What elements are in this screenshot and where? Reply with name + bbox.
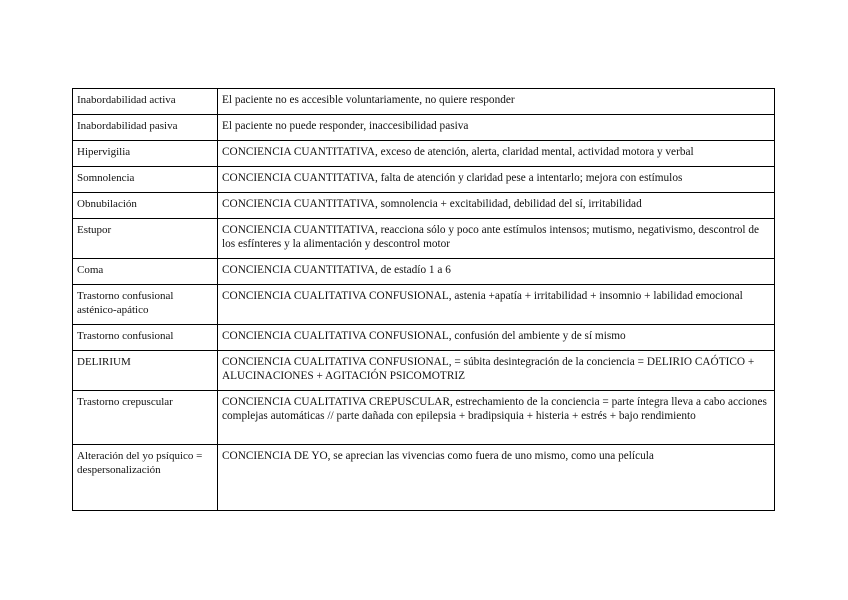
term-cell: Inabordabilidad pasiva — [73, 115, 218, 141]
description-cell: CONCIENCIA CUALITATIVA CREPUSCULAR, estrechamiento de la conciencia = parte íntegra lleva a cabo acciones complejas automáticas // parte dañada con epilepsia + bradipsiquia + histeria + estrés + bajo rendimiento — [218, 391, 775, 445]
description-cell: CONCIENCIA CUALITATIVA CONFUSIONAL, astenia +apatía + irritabilidad + insomnio + labilidad emocional — [218, 285, 775, 325]
description-cell: CONCIENCIA CUALITATIVA CONFUSIONAL, = súbita desintegración de la conciencia = DELIRIO CAÓTICO + ALUCINACIONES + AGITACIÓN PSICOMOTRIZ — [218, 351, 775, 391]
term-cell: Trastorno crepuscular — [73, 391, 218, 445]
table-row — [73, 115, 775, 141]
table-row — [73, 141, 775, 167]
table-row — [73, 259, 775, 285]
table-row — [73, 193, 775, 219]
term-cell: Somnolencia — [73, 167, 218, 193]
table-row — [73, 325, 775, 351]
term-cell: Inabordabilidad activa — [73, 89, 218, 115]
description-cell: CONCIENCIA DE YO, se aprecian las vivencias como fuera de uno mismo, como una película — [218, 445, 775, 511]
table-row — [73, 89, 775, 115]
term-cell: Coma — [73, 259, 218, 285]
table-row — [73, 391, 775, 445]
description-cell: CONCIENCIA CUANTITATIVA, exceso de atención, alerta, claridad mental, actividad motora y verbal — [218, 141, 775, 167]
table-row — [73, 445, 775, 511]
consciousness-disorders-table — [72, 88, 775, 511]
description-cell: El paciente no puede responder, inaccesibilidad pasiva — [218, 115, 775, 141]
term-cell: Trastorno confusional asténico-apático — [73, 285, 218, 325]
term-cell: Trastorno confusional — [73, 325, 218, 351]
term-cell: Hipervigilia — [73, 141, 218, 167]
description-cell: CONCIENCIA CUANTITATIVA, somnolencia + excitabilidad, debilidad del sí, irritabilidad — [218, 193, 775, 219]
description-cell: CONCIENCIA CUANTITATIVA, de estadío 1 a 6 — [218, 259, 775, 285]
term-cell: Estupor — [73, 219, 218, 259]
table-row — [73, 219, 775, 259]
table-row — [73, 167, 775, 193]
term-cell: DELIRIUM — [73, 351, 218, 391]
table-row — [73, 285, 775, 325]
term-cell: Alteración del yo psíquico = despersonalización — [73, 445, 218, 511]
table-row — [73, 351, 775, 391]
description-cell: CONCIENCIA CUANTITATIVA, falta de atención y claridad pese a intentarlo; mejora con estímulos — [218, 167, 775, 193]
description-cell: CONCIENCIA CUALITATIVA CONFUSIONAL, confusión del ambiente y de sí mismo — [218, 325, 775, 351]
term-cell: Obnubilación — [73, 193, 218, 219]
description-cell: El paciente no es accesible voluntariamente, no quiere responder — [218, 89, 775, 115]
description-cell: CONCIENCIA CUANTITATIVA, reacciona sólo y poco ante estímulos intensos; mutismo, negativismo, descontrol de los esfínteres y la alimentación y descontrol motor — [218, 219, 775, 259]
